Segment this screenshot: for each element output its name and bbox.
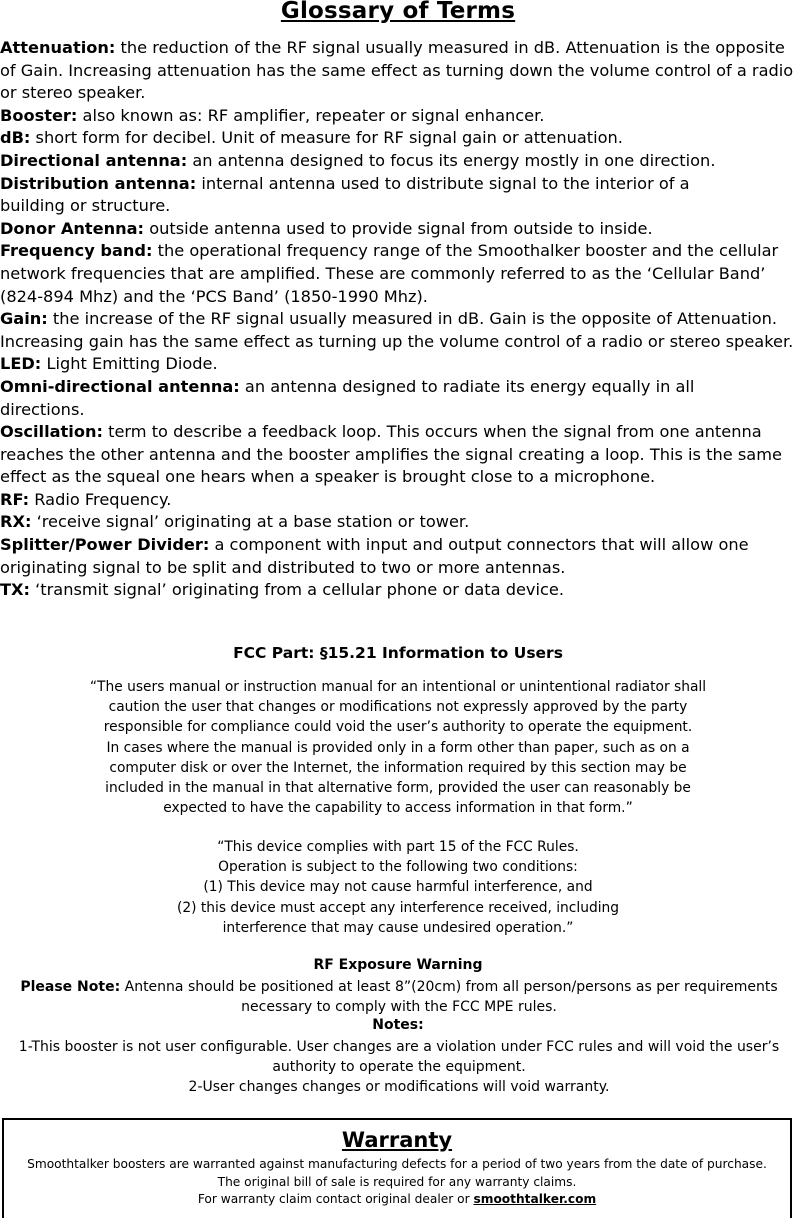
glossary-entry [0, 353, 796, 376]
notes-title: Notes: [372, 1017, 424, 1033]
glossary-definition: internal antenna used to distribute signal to the interior of a building or structure. [0, 173, 690, 216]
glossary-entry [0, 511, 796, 534]
rf-exposure-title: RF Exposure Warning [313, 957, 483, 973]
glossary-definition: short form for decibel. Unit of measure for RF signal gain or attenuation. [30, 128, 623, 148]
dealer-link[interactable]: smoothtalker.com [473, 1192, 597, 1206]
glossary-term: Splitter/Power Divider: [0, 535, 210, 555]
glossary-term: RF: [0, 489, 30, 509]
glossary-definition: ‘transmit signal’ originating from a cellular phone or data device. [30, 580, 565, 600]
glossary-definition: an antenna designed to focus its energy mostly in one direction. [187, 150, 716, 170]
glossary-entry [0, 534, 796, 579]
glossary-list [0, 37, 796, 602]
warranty-line: Smoothtalker boosters are warranted against manufacturing defects for a period of two years from the date of purchase. [27, 1157, 767, 1171]
glossary-entry [0, 218, 796, 241]
fcc-section-title: FCC Part: §15.21 Information to Users [233, 644, 563, 662]
quote-line: Operation is subject to the following two conditions: [218, 859, 578, 876]
glossary-term: TX: [0, 580, 30, 600]
glossary-entry [0, 579, 796, 602]
glossary-term: RX: [0, 512, 32, 532]
glossary-entry [0, 150, 796, 173]
glossary-definition: an antenna designed to radiate its energy equally in all directions. [0, 376, 695, 419]
notes-list [2, 1037, 796, 1097]
glossary-entry [0, 421, 796, 489]
glossary-entry [0, 105, 796, 128]
glossary-entry [0, 127, 796, 150]
quote-line: “The users manual or instruction manual for an intentional or unintentional radiator shall [89, 679, 707, 695]
glossary-definition: also known as: RF amplifier, repeater or signal enhancer. [77, 105, 545, 125]
note-item: 2-User changes changes or modifications will void warranty. [188, 1079, 610, 1095]
glossary-definition: the increase of the RF signal usually measured in dB. Gain is the opposite of Attenuation. Increasing gain has the same effect as turning up the volume control of a radio or stereo speaker. [0, 309, 794, 351]
glossary-entry [0, 376, 796, 421]
quote-line: included in the manual in that alternative form, provided the user can reasonably be [105, 780, 691, 797]
fcc-quote-part15 [40, 837, 756, 938]
quote-line: interference that may cause undesired operation.” [222, 919, 574, 936]
glossary-definition: Light Emitting Diode. [41, 354, 218, 374]
quote-line: “This device complies with part 15 of the FCC Rules. [217, 839, 579, 855]
quote-line: (1) This device may not cause harmful interference, and [203, 879, 593, 896]
glossary-term: dB: [0, 128, 31, 148]
glossary-definition: outside antenna used to provide signal from outside to inside. [144, 218, 653, 238]
rf-note-text: Antenna should be positioned at least 8”(20cm) from all person/persons as per requirements necessary to comply with the FCC MPE rules. [120, 979, 778, 1016]
glossary-term: Omni-directional antenna: [0, 376, 240, 396]
glossary-term: Donor Antenna: [0, 218, 145, 238]
rf-exposure-note [4, 977, 794, 1017]
quote-line: caution the user that changes or modifications not expressly approved by the party [108, 699, 688, 716]
glossary-term: Attenuation: [0, 38, 116, 57]
glossary-term: Oscillation: [0, 422, 103, 442]
glossary-definition: the reduction of the RF signal usually measured in dB. Attenuation is the opposite of Gain. Increasing attenuation has the same effect as turning down the volume control of a radio or stereo speaker. [0, 38, 794, 103]
glossary-definition: Radio Frequency. [29, 489, 172, 509]
quote-line: In cases where the manual is provided only in a form other than paper, such as on a [106, 739, 690, 756]
warranty-box [2, 1118, 792, 1218]
warranty-title: Warranty [341, 1128, 453, 1152]
glossary-term: Directional antenna: [0, 150, 188, 170]
warranty-text [4, 1156, 790, 1209]
note-item: 1-This booster is not user configurable. User changes are a violation under FCC rules and will void the user’s authority to operate the equipment. [18, 1039, 780, 1075]
glossary-entry [0, 173, 796, 218]
warranty-line: The original bill of sale is required for any warranty claims. [217, 1174, 577, 1189]
glossary-term: Gain: [0, 309, 48, 329]
glossary-entry [0, 240, 796, 308]
warranty-contact-text: For warranty claim contact original dealer or [197, 1192, 474, 1206]
glossary-term: Booster: [0, 105, 78, 125]
glossary-definition: the operational frequency range of the Smoothalker booster and the cellular network frequencies that are amplified. These are commonly referred to as the ‘Cellular Band’ (824-894 Mhz) and the ‘PCS Band’ (1850-1990 Mhz). [0, 241, 779, 306]
quote-line: computer disk or over the Internet, the information required by this section may be [109, 759, 687, 776]
glossary-definition: ‘receive signal’ originating at a base station or tower. [31, 512, 470, 532]
page-title: Glossary of Terms [280, 0, 516, 24]
glossary-definition: term to describe a feedback loop. This occurs when the signal from one antenna reaches the other antenna and the booster amplifies the signal creating a loop. This is the same effect as the squeal one hears when a speaker is brought close to a microphone. [0, 422, 782, 487]
quote-line: (2) this device must accept any interference received, including [176, 899, 620, 916]
quote-line: expected to have the capability to access information in that form.” [163, 800, 633, 817]
glossary-entry [0, 489, 796, 512]
warranty-line [4, 1191, 790, 1209]
rf-note-label: Please Note: [20, 979, 121, 995]
fcc-quote-users [40, 677, 756, 818]
glossary-term: Frequency band: [0, 241, 153, 261]
glossary-entry [0, 37, 796, 105]
glossary-term: Distribution antenna: [0, 173, 197, 193]
glossary-entry [0, 308, 796, 353]
glossary-definition: a component with input and output connectors that will allow one originating signal to be split and distributed to two or more antennas. [0, 535, 749, 577]
quote-line: responsible for compliance could void the user’s authority to operate the equipment. [103, 719, 693, 736]
glossary-term: LED: [0, 354, 42, 374]
